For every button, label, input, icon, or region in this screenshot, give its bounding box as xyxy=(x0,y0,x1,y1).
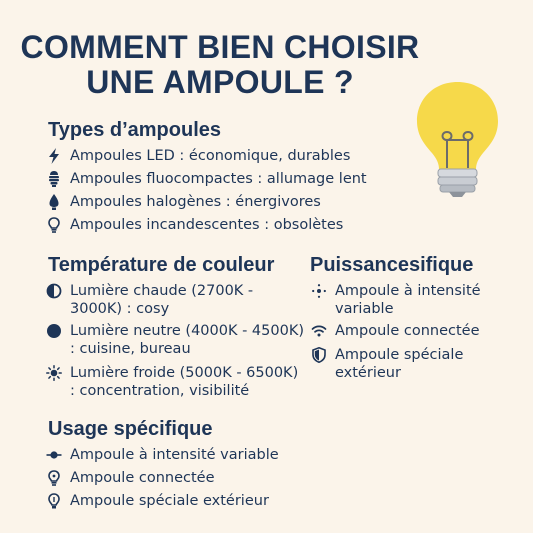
usage-item-dimmer xyxy=(46,446,279,464)
title-line-1: COMMENT BIEN CHOISIR xyxy=(20,29,420,65)
shield-icon xyxy=(311,347,327,363)
types-item-cfl xyxy=(46,170,367,188)
puissance-heading: Puissancesifique xyxy=(310,254,474,276)
incandescent-bulb-icon xyxy=(46,217,62,233)
types-item-led xyxy=(46,147,350,165)
puissance-item-label: Ampoule connectée xyxy=(335,323,480,339)
dimmer-icon xyxy=(311,283,327,299)
light-bulb-illustration-icon xyxy=(405,78,510,198)
types-item-label: Ampoules halogènes : énergivores xyxy=(70,194,321,210)
dimmer-dot-icon xyxy=(46,447,62,463)
types-item-label: Ampoules incandescentes : obsolètes xyxy=(70,217,344,233)
types-item-halogen xyxy=(46,193,321,211)
temperature-item-label: Lumière froide (5000K - 6500K) : concentration, visibilité xyxy=(70,365,299,399)
temperature-heading: Température de couleur xyxy=(48,254,275,276)
temperature-item-label: Lumière neutre (4000K - 4500K) : cuisine, bureau xyxy=(70,323,305,357)
usage-item-connected xyxy=(46,469,215,487)
usage-item-label: Ampoule à intensité variable xyxy=(70,447,279,463)
usage-item-outdoor xyxy=(46,492,269,510)
filled-circle-icon xyxy=(46,323,62,339)
usage-item-label: Ampoule connectée xyxy=(70,470,215,486)
temperature-item-cold xyxy=(46,364,306,400)
temperature-item-warm xyxy=(46,282,306,318)
temperature-item-label: Lumière chaude (2700K - 3000K) : cosy xyxy=(70,283,254,317)
wifi-icon xyxy=(311,323,327,339)
puissance-item-connected xyxy=(311,322,516,340)
puissance-item-dimmer xyxy=(311,282,516,318)
half-circle-icon xyxy=(46,283,62,299)
outdoor-bulb-icon xyxy=(46,493,62,509)
puissance-item-label: Ampoule spéciale extérieur xyxy=(335,347,464,381)
types-heading: Types d’ampoules xyxy=(48,119,222,141)
puissance-item-label: Ampoule à intensité variable xyxy=(335,283,481,317)
types-item-label: Ampoules fluocompactes : allumage lent xyxy=(70,171,367,187)
types-item-incandescent xyxy=(46,216,343,234)
puissance-item-outdoor xyxy=(311,346,516,382)
sun-icon xyxy=(46,365,62,381)
title-line-2: UNE AMPOULE ? xyxy=(86,64,354,100)
usage-item-label: Ampoule spéciale extérieur xyxy=(70,493,269,509)
types-item-label: Ampoules LED : économique, durables xyxy=(70,148,351,164)
page-title xyxy=(20,30,420,100)
usage-heading: Usage spécifique xyxy=(48,418,213,440)
halogen-bulb-icon xyxy=(46,194,62,210)
lightning-icon xyxy=(46,148,62,164)
smart-bulb-icon xyxy=(46,470,62,486)
cfl-bulb-icon xyxy=(46,171,62,187)
temperature-item-neutral xyxy=(46,322,306,358)
